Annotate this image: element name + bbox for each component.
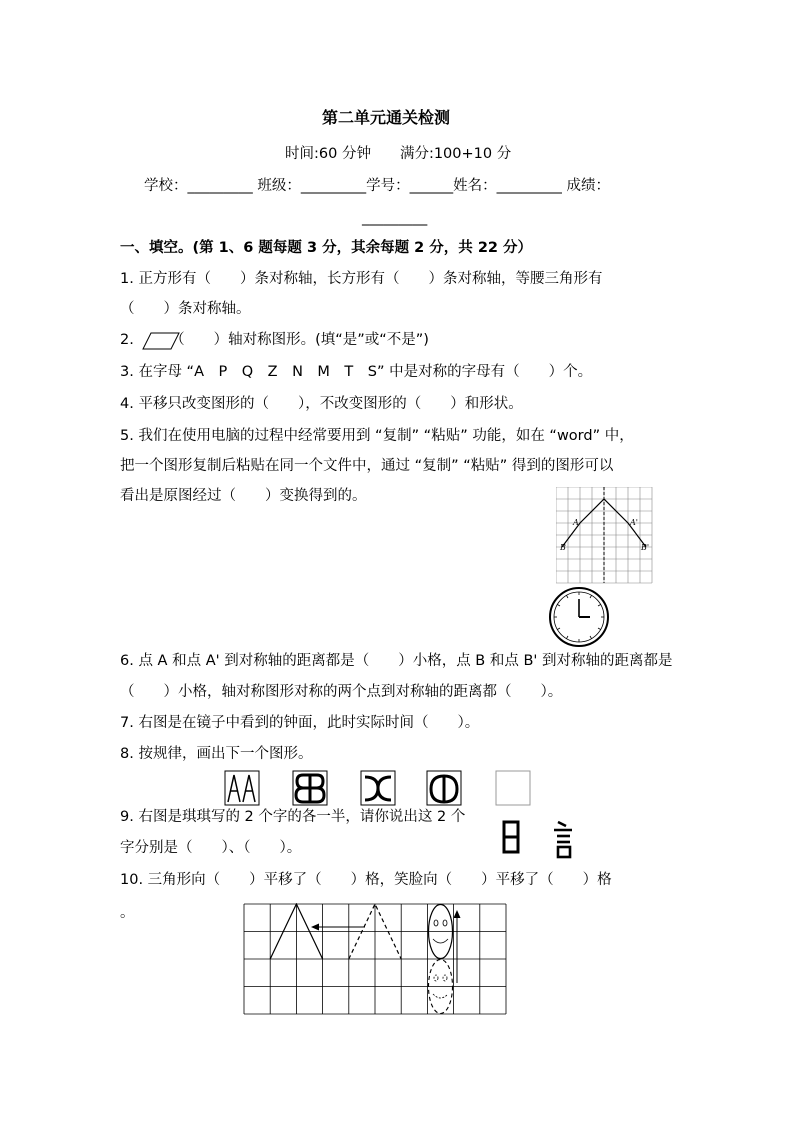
question-1-line1: 1. 正方形有（ ）条对称轴，长方形有（ ）条对称轴，等腰三角形有 [120,271,603,287]
question-2: 2. （ ）轴对称图形。(填“是”或“不是”) [120,332,429,348]
question-3: 3. 在字母 “A P Q Z N M T S” 中是对称的字母有（ ）个。 [120,364,593,380]
question-10-line2: 。 [120,905,135,921]
question-5-line2: 把一个图形复制后粘贴在同一个文件中，通过 “复制” “粘贴” 得到的图形可以 [120,458,614,474]
student-info-line: 学校：_________ 班级：_________学号：______姓名：_________ 成绩： [144,178,610,194]
score-blank: _________ [362,210,428,226]
question-4: 4. 平移只改变图形的（ ），不改变图形的（ ）和形状。 [120,396,523,412]
question-7: 7. 右图是在镜子中看到的钟面，此时实际时间（ ）。 [120,715,480,731]
mirror-clock-figure [548,586,610,648]
half-characters-figure [500,818,580,862]
question-6-line1: 6. 点 A 和点 A' 到对称轴的距离都是（ ）小格，点 B 和点 B' 到对称轴的距离都是 [120,653,673,669]
symmetry-grid-figure [556,487,654,585]
pattern-sequence [224,769,536,807]
question-8: 8. 按规律，画出下一个图形。 [120,746,313,762]
parallelogram-figure [141,331,181,351]
question-1-line2: （ ）条对称轴。 [120,301,251,317]
page-title: 第二单元通关检测 [322,108,451,127]
grid-label-a: A [573,518,579,527]
question-6-line2: （ ）小格，轴对称图形对称的两个点到对称轴的距离都（ ）。 [120,684,563,700]
translation-grid-figure [243,903,509,1017]
question-9-line1: 9. 右图是琪琪写的 2 个字的各一半，请你说出这 2 个 [120,809,466,825]
grid-label-b-prime: B' [641,543,650,552]
question-5-line1: 5. 我们在使用电脑的过程中经常要用到 “复制” “粘贴” 功能，如在 “word” 中， [120,428,634,444]
time-score-line: 时间:60 分钟 满分:100+10 分 [285,146,512,162]
grid-label-b: B [560,543,566,552]
section-heading: 一、填空。(第 1、6 题每题 3 分，其余每题 2 分，共 22 分） [120,240,533,256]
grid-label-a-prime: A' [630,518,638,527]
question-10-line1: 10. 三角形向（ ）平移了（ ）格，笑脸向（ ）平移了（ ）格 [120,872,612,888]
question-5-line3: 看出是原图经过（ ）变换得到的。 [120,488,367,504]
question-9-line2: 字分别是（ ）、（ ）。 [120,840,302,856]
